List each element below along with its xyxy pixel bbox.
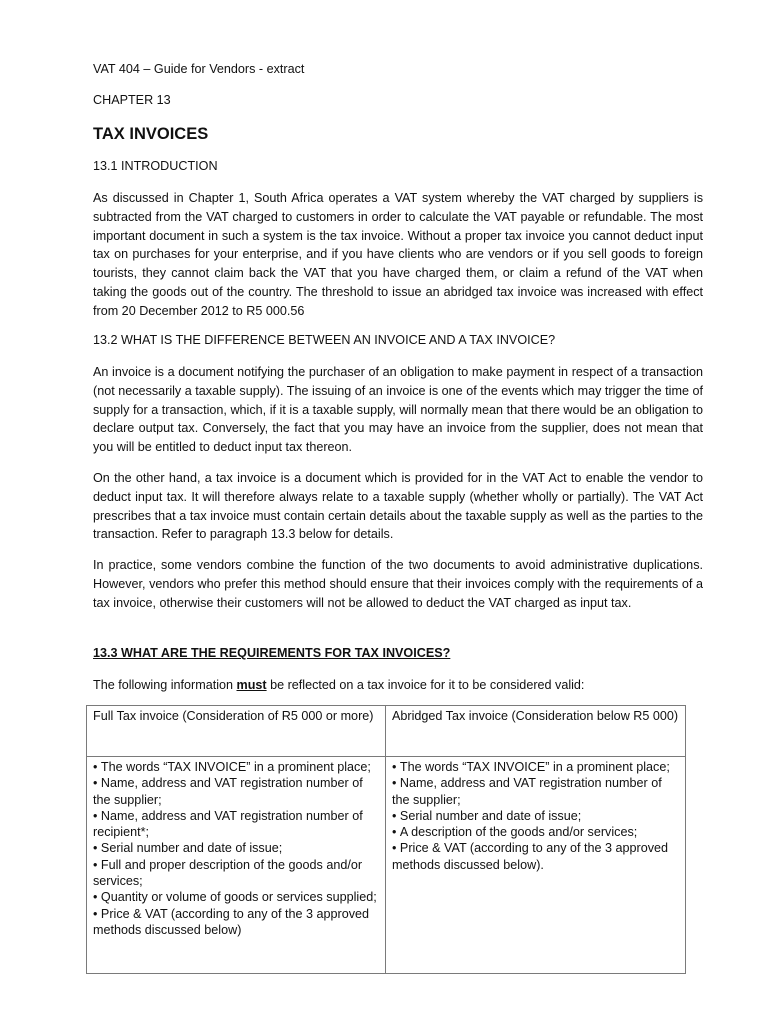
list-item: • Price & VAT (according to any of the 3 approved methods discussed below) bbox=[93, 906, 379, 939]
abridged-requirements-list bbox=[392, 759, 679, 873]
list-item: • Name, address and VAT registration number of the supplier; bbox=[93, 775, 379, 808]
abridged-tax-invoice-header: Abridged Tax invoice (Consideration below R5 000) bbox=[386, 706, 686, 757]
list-item: • The words “TAX INVOICE” in a prominent place; bbox=[93, 759, 379, 775]
list-item: • A description of the goods and/or services; bbox=[392, 824, 679, 840]
list-item: • Quantity or volume of goods or services supplied; bbox=[93, 889, 379, 905]
full-tax-invoice-cell bbox=[87, 757, 386, 974]
section-13-2-paragraph-3: In practice, some vendors combine the function of the two documents to avoid administrative duplications. However, vendors who prefer this method should ensure that their invoices comply with the requirements of a tax invoice, otherwise their customers will not be allowed to deduct the VAT charged as input tax. bbox=[93, 558, 703, 610]
section-13-2-paragraph-1: An invoice is a document notifying the purchaser of an obligation to make payment in respect of a transaction (not necessarily a taxable supply). The issuing of an invoice is one of the events which may trigger the time of supply for a transaction, which, if it is a taxable supply, will normally mean that there would be an obligation to declare output tax. Conversely, the fact that you may have an invoice from the supplier, does not mean that you will be entitled to deduct input tax thereon. bbox=[93, 365, 703, 455]
source-line: VAT 404 – Guide for Vendors - extract bbox=[93, 62, 305, 76]
list-item: • Name, address and VAT registration number of recipient*; bbox=[93, 808, 379, 841]
section-13-3-intro bbox=[93, 676, 703, 695]
list-item: • The words “TAX INVOICE” in a prominent place; bbox=[392, 759, 679, 775]
table-body-row bbox=[87, 757, 686, 974]
intro-text-after: be reflected on a tax invoice for it to be considered valid: bbox=[266, 678, 585, 692]
section-13-3-heading: 13.3 WHAT ARE THE REQUIREMENTS FOR TAX INVOICES? bbox=[93, 646, 451, 660]
section-13-1-heading: 13.1 INTRODUCTION bbox=[93, 159, 218, 173]
list-item: • Full and proper description of the goods and/or services; bbox=[93, 857, 379, 890]
page-title: TAX INVOICES bbox=[93, 125, 209, 143]
abridged-tax-invoice-cell bbox=[386, 757, 686, 974]
tax-invoice-requirements-table bbox=[86, 705, 686, 974]
section-13-2-heading: 13.2 WHAT IS THE DIFFERENCE BETWEEN AN INVOICE AND A TAX INVOICE? bbox=[93, 333, 556, 347]
section-13-1-paragraph: As discussed in Chapter 1, South Africa operates a VAT system whereby the VAT charged by suppliers is subtracted from the VAT charged to customers in order to calculate the VAT payable or refundable. The most important document in such a system is the tax invoice. Without a proper tax invoice you cannot deduct input tax on purchases for your enterprise, and if you have clients who are vendors or if you sell goods to foreign tourists, they cannot claim back the VAT that you have charged them, or claim a refund of the VAT when taking the goods out of the country. The threshold to issue an abridged tax invoice was increased with effect from 20 December 2012 to R5 000.56 bbox=[93, 191, 703, 318]
table-header-row bbox=[87, 706, 686, 757]
list-item: • Serial number and date of issue; bbox=[392, 808, 679, 824]
list-item: • Serial number and date of issue; bbox=[93, 840, 379, 856]
intro-emphasis-must: must bbox=[236, 678, 267, 692]
section-13-2-paragraph-2: On the other hand, a tax invoice is a document which is provided for in the VAT Act to enable the vendor to deduct input tax. It will therefore always relate to a taxable supply (whether wholly or partially). The VAT Act prescribes that a tax invoice must contain certain details about the taxable supply as well as the parties to the transaction. Refer to paragraph 13.3 below for details. bbox=[93, 471, 703, 542]
intro-text-before: The following information bbox=[93, 678, 237, 692]
chapter-label: CHAPTER 13 bbox=[93, 93, 171, 107]
list-item: • Name, address and VAT registration number of the supplier; bbox=[392, 775, 679, 808]
list-item: • Price & VAT (according to any of the 3 approved methods discussed below). bbox=[392, 840, 679, 873]
full-requirements-list bbox=[93, 759, 379, 938]
full-tax-invoice-header: Full Tax invoice (Consideration of R5 000 or more) bbox=[87, 706, 386, 757]
